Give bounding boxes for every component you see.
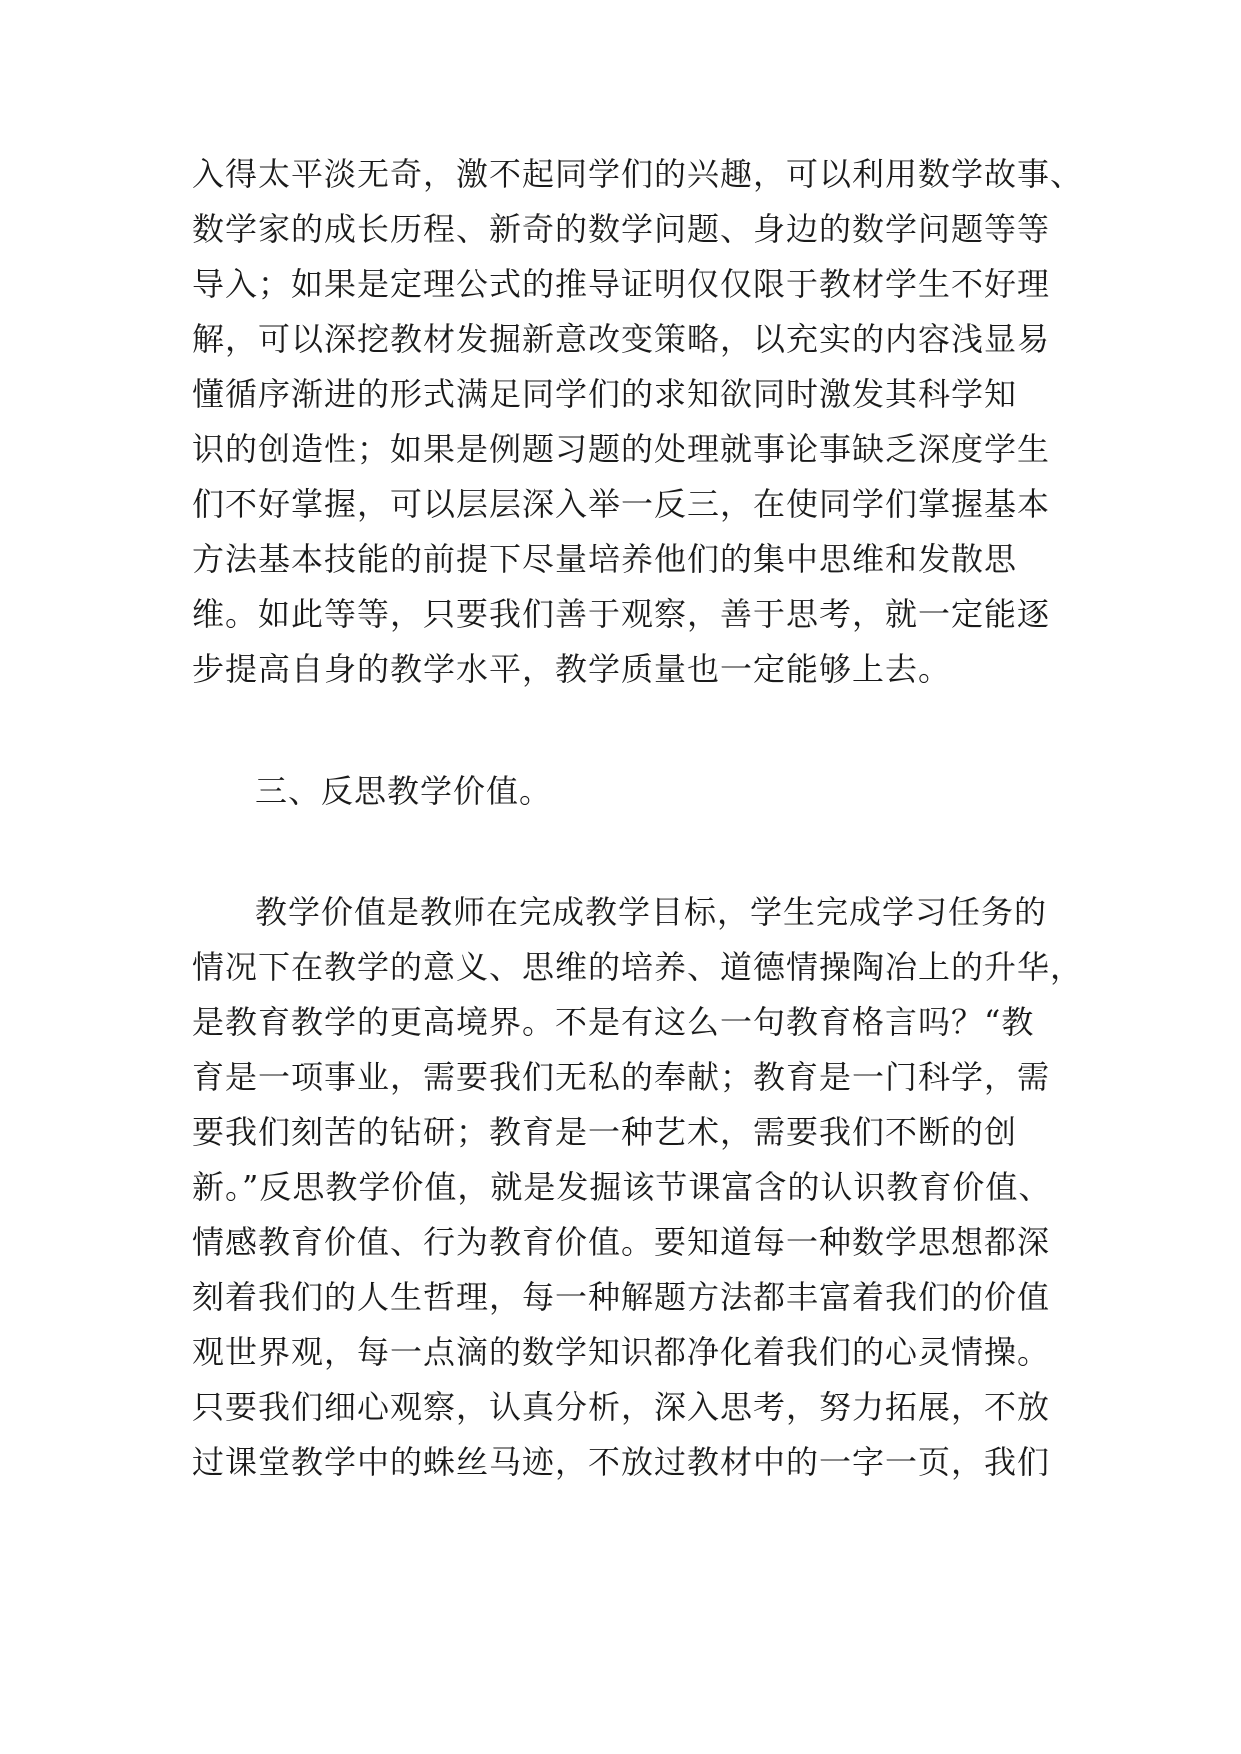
paragraph-2-line-9: 观世界观，每一点滴的数学知识都净化着我们的心灵情操。 (192, 1333, 1051, 1371)
paragraph-1-line-5: 懂循序渐进的形式满足同学们的求知欲同时激发其科学知 (192, 375, 1018, 413)
paragraph-2-line-7: 情感教育价值、行为教育价值。要知道每一种数学思想都深 (192, 1223, 1051, 1261)
paragraph-2-line-6: 新。”反思教学价值，就是发掘该节课富含的认识教育价值、 (192, 1168, 1052, 1206)
paragraph-1-line-1: 入得太平淡无奇，激不起同学们的兴趣，可以利用数学故事、 (192, 155, 1084, 193)
paragraph-2-line-1: 教学价值是教师在完成教学目标，学生完成学习任务的 (255, 893, 1048, 931)
section-heading: 三、反思教学价值。 (255, 772, 553, 810)
paragraph-1-line-4: 解，可以深挖教材发掘新意改变策略，以充实的内容浅显易 (192, 320, 1051, 358)
paragraph-1-line-10: 步提高自身的教学水平，教学质量也一定能够上去。 (192, 650, 952, 688)
paragraph-2-line-5: 要我们刻苦的钻研；教育是一种艺术，需要我们不断的创 (192, 1113, 1018, 1151)
paragraph-2-line-2: 情况下在教学的意义、思维的培养、道德情操陶冶上的升华， (192, 948, 1084, 986)
paragraph-1-line-8: 方法基本技能的前提下尽量培养他们的集中思维和发散思 (192, 540, 1018, 578)
paragraph-2-line-11: 过课堂教学中的蛛丝马迹，不放过教材中的一字一页，我们 (192, 1443, 1051, 1481)
paragraph-2-line-8: 刻着我们的人生哲理，每一种解题方法都丰富着我们的价值 (192, 1278, 1051, 1316)
paragraph-1-line-9: 维。如此等等，只要我们善于观察，善于思考，就一定能逐 (192, 595, 1051, 633)
paragraph-1-line-7: 们不好掌握，可以层层深入举一反三，在使同学们掌握基本 (192, 485, 1051, 523)
paragraph-2-line-3: 是教育教学的更高境界。不是有这么一句教育格言吗？“教 (192, 1003, 1035, 1041)
paragraph-1-line-6: 识的创造性；如果是例题习题的处理就事论事缺乏深度学生 (192, 430, 1051, 468)
paragraph-1-line-2: 数学家的成长历程、新奇的数学问题、身边的数学问题等等 (192, 210, 1051, 248)
paragraph-1-line-3: 导入；如果是定理公式的推导证明仅仅限于教材学生不好理 (192, 265, 1051, 303)
paragraph-2-line-10: 只要我们细心观察，认真分析，深入思考，努力拓展，不放 (192, 1388, 1051, 1426)
paragraph-2-line-4: 育是一项事业，需要我们无私的奉献；教育是一门科学，需 (192, 1058, 1051, 1096)
